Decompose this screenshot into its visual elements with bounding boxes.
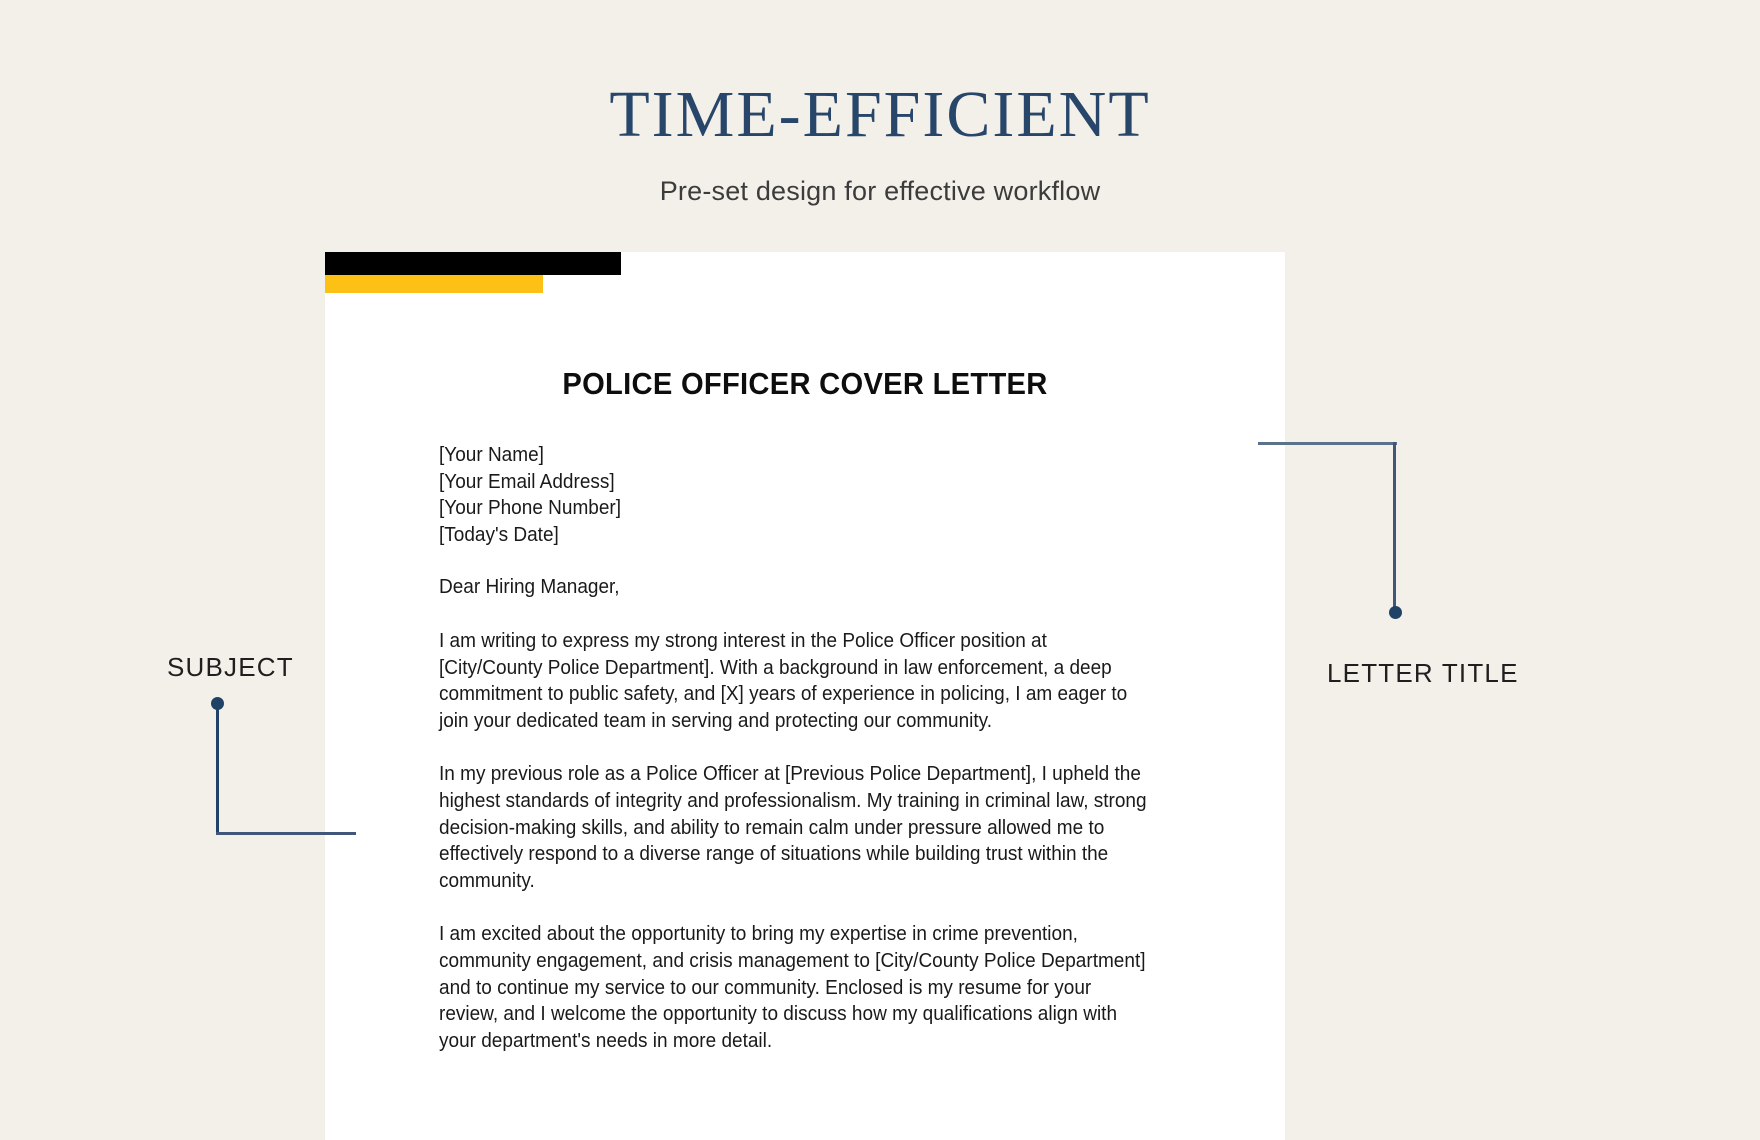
letter-title-connector-line-horizontal (1258, 442, 1397, 445)
document-title: POLICE OFFICER COVER LETTER (562, 366, 1048, 401)
letter-title-connector-line-vertical (1393, 442, 1396, 614)
salutation: Dear Hiring Manager, (439, 576, 620, 599)
body-paragraph: In my previous role as a Police Officer at [Previous Police Department], I upheld the highest standards of integrity and professionalism. My training in criminal law, strong decision-making skills, and ability to remain calm under pressure allowed me to effectively respond to a diverse range of situations while building trust within the community. (439, 763, 1147, 892)
letter-title-connector-dot (1389, 606, 1402, 619)
document-body (439, 442, 1147, 1054)
spacer (439, 734, 1147, 761)
accent-bar-black (325, 252, 621, 275)
address-line: [Today's Date] (439, 523, 559, 546)
promo-title: TIME-EFFICIENT (609, 78, 1151, 151)
spacer (439, 548, 1147, 574)
subject-connector-line-vertical (216, 703, 219, 834)
body-paragraph: I am excited about the opportunity to bring my expertise in crime prevention, community engagement, and crisis management to [City/County Police Department] and to continue my service to our community. Enclosed is my resume for your review, and I welcome the opportunity to discuss how my qualifications align with your department's needs in more detail. (439, 923, 1146, 1052)
callout-label-letter-title: LETTER TITLE (1327, 658, 1519, 688)
body-paragraph: I am writing to express my strong interest in the Police Officer position at [City/County Police Department]. With a background in law enforcement, a deep commitment to public safety, and [X] years of experience in policing, I am eager to join your dedicated team in serving and protecting our community. (439, 629, 1128, 732)
document-page (325, 252, 1285, 1140)
address-line: [Your Email Address] (439, 470, 615, 493)
promo-subtitle: Pre-set design for effective workflow (659, 176, 1101, 206)
spacer (439, 601, 1147, 628)
spacer (439, 894, 1147, 921)
subject-connector-line-horizontal (216, 832, 356, 835)
accent-bar-yellow (325, 275, 543, 293)
callout-label-subject: SUBJECT (167, 652, 294, 682)
promo-header (0, 0, 1760, 207)
address-line: [Your Phone Number] (439, 497, 622, 520)
address-line: [Your Name] (439, 444, 544, 466)
